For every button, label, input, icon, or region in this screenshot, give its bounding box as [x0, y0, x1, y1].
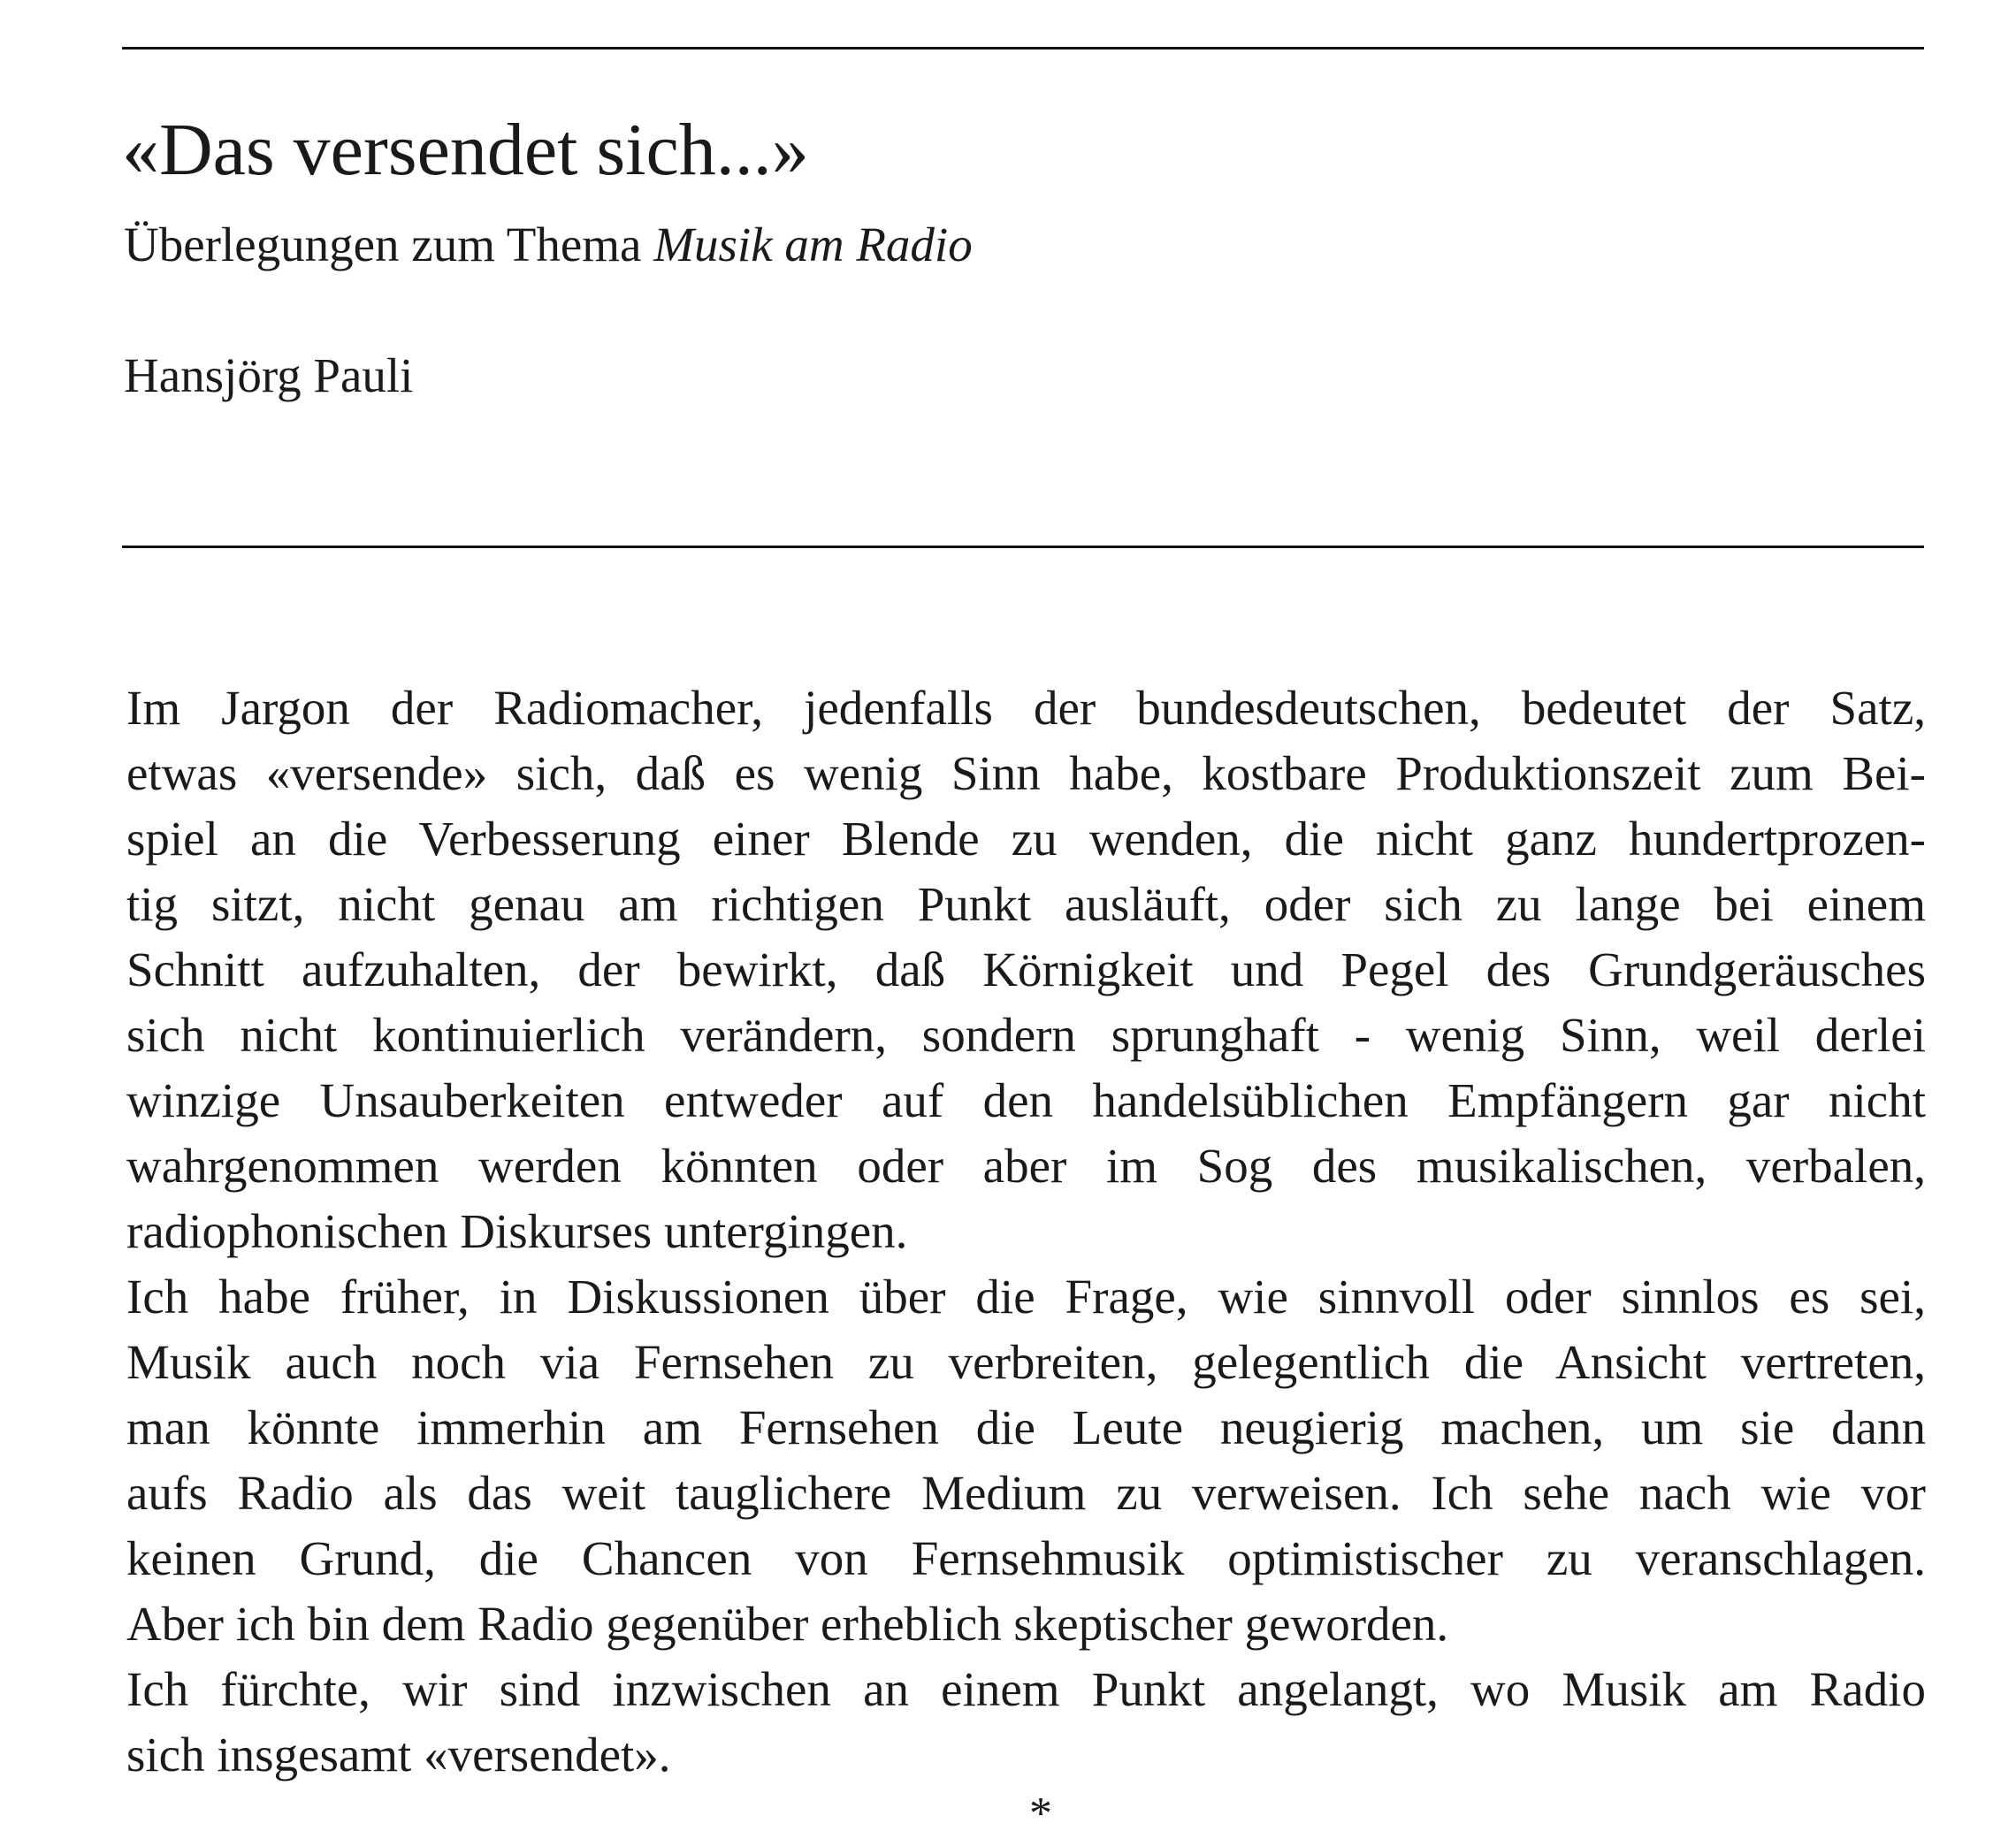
text-line: radiophonischen Diskurses untergingen. [126, 1204, 908, 1258]
header-bottom-rule [122, 546, 1924, 548]
text-line: Schnitt aufzuhalten, der bewirkt, daß Körnigkeit und Pegel des Grundgeräusches [126, 942, 1926, 996]
article-title: «Das versendet sich...» [122, 109, 809, 191]
text-line: tig sitzt, nicht genau am richtigen Punkt ausläuft, oder sich zu lange bei einem [126, 877, 1926, 931]
subtitle-text: Überlegungen zum Thema [124, 217, 654, 271]
text-line: Ich fürchte, wir sind inzwischen an einem Punkt angelangt, wo Musik am Radio [126, 1662, 1926, 1716]
text-line: spiel an die Verbesserung einer Blende zu wenden, die nicht ganz hundertprozen- [126, 812, 1926, 866]
text-line: etwas «versende» sich, daß es wenig Sinn habe, kostbare Produktionszeit zum Bei- [126, 746, 1926, 800]
text-line: keinen Grund, die Chancen von Fernsehmusik optimistischer zu veranschlagen. [126, 1531, 1926, 1585]
top-rule [122, 47, 1924, 50]
body-text [126, 675, 1926, 1788]
text-line: sich nicht kontinuierlich verändern, sondern sprunghaft - wenig Sinn, weil derlei [126, 1008, 1926, 1062]
subtitle-italic: Musik am Radio [653, 217, 973, 271]
text-line: Musik auch noch via Fernsehen zu verbreiten, gelegentlich die Ansicht vertreten, [126, 1335, 1926, 1389]
text-line: sich insgesamt «versendet». [126, 1728, 671, 1782]
text-line: Ich habe früher, in Diskussionen über die Frage, wie sinnvoll oder sinnlos es sei, [126, 1270, 1926, 1324]
section-separator: * [1029, 1789, 1052, 1839]
text-line: Aber ich bin dem Radio gegenüber erheblich skeptischer geworden. [126, 1597, 1449, 1651]
author-name: Hansjörg Pauli [124, 348, 414, 402]
text-line: aufs Radio als das weit tauglichere Medium zu verweisen. Ich sehe nach wie vor [126, 1466, 1926, 1520]
text-line: Im Jargon der Radiomacher, jedenfalls der bundesdeutschen, bedeutet der Satz, [126, 681, 1926, 735]
text-line: man könnte immerhin am Fernsehen die Leute neugierig machen, um sie dann [126, 1400, 1926, 1454]
text-line: winzige Unsauberkeiten entweder auf den handelsüblichen Empfängern gar nicht [126, 1073, 1926, 1127]
article-subtitle [124, 216, 973, 274]
text-line: wahrgenommen werden könnten oder aber im Sog des musikalischen, verbalen, [126, 1139, 1926, 1193]
